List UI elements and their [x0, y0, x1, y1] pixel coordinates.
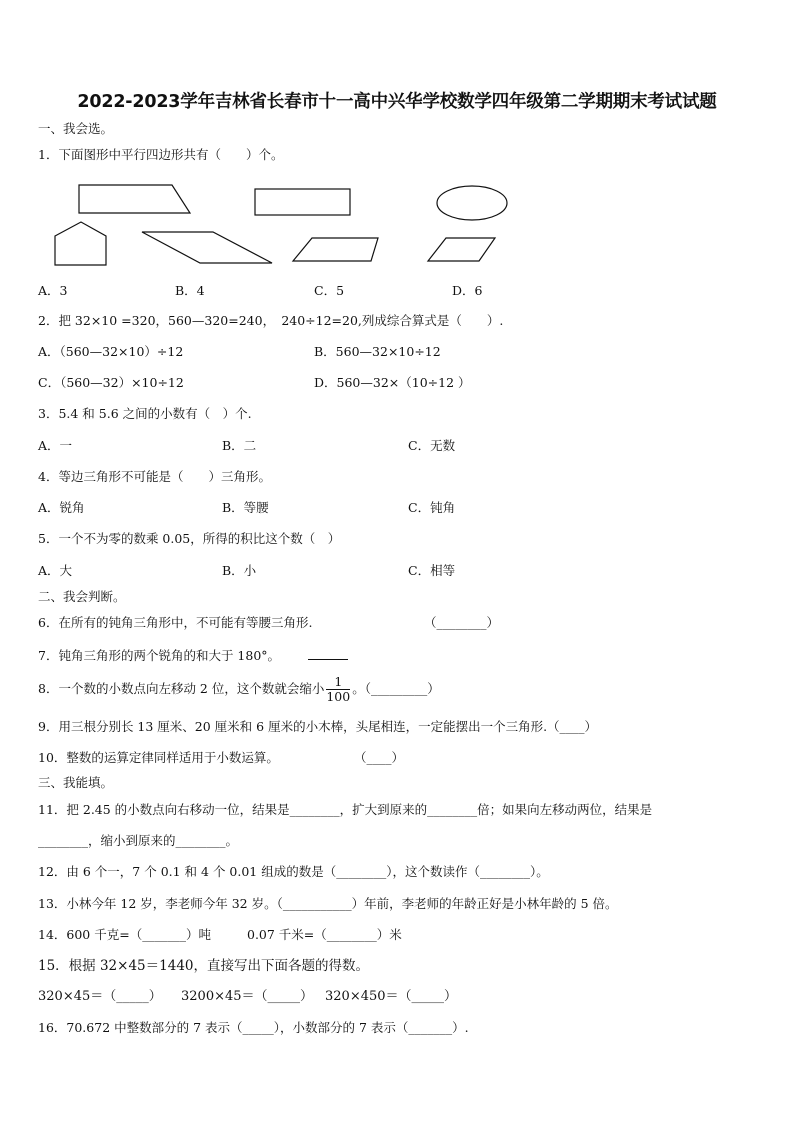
q1-shape-pentagon	[55, 222, 106, 265]
q8-text: 8．一个数的小数点向左移动 2 位，这个数就会缩小	[38, 681, 325, 696]
q8-fraction-numerator: 1	[326, 675, 350, 690]
q2-option-a: A．（560—32×10）÷12	[38, 344, 184, 359]
q4-option-a: A．锐角	[38, 500, 85, 515]
q1-shape-trapezoid	[79, 185, 190, 213]
q15-item-3: 320×450＝（_____）	[325, 989, 458, 1004]
q15-item-1: 320×45＝（_____）	[38, 989, 162, 1004]
q7-answer-blank[interactable]	[308, 647, 348, 660]
question-15: 15．根据 32×45＝1440，直接写出下面各题的得数。	[38, 958, 369, 974]
q3-option-c: C．无数	[408, 438, 456, 453]
question-12: 12．由 6 个一，7 个 0.1 和 4 个 0.01 组成的数是（________），这个数读作（________）。	[38, 864, 549, 879]
section-heading-2: 二、我会判断。	[38, 589, 126, 604]
q3-option-a: A．一	[38, 438, 73, 453]
q2-option-d: D．560—32×（10÷12 ）	[314, 375, 471, 390]
q10-answer-blank[interactable]: （____）	[354, 750, 405, 765]
q2-option-c: C．（560—32）×10÷12	[38, 375, 184, 390]
page-title: 2022-2023学年吉林省长春市十一高中兴华学校数学四年级第二学期期末考试试题	[77, 92, 717, 112]
question-5: 5．一个不为零的数乘 0.05，所得的积比这个数（ ）	[38, 531, 341, 546]
question-14b: 0.07 千米=（________）米	[247, 927, 402, 942]
question-7	[38, 647, 348, 664]
q1-shapes-figure	[0, 170, 794, 270]
q1-shape-parallelogram-2	[293, 238, 378, 261]
q1-option-b: B．4	[175, 283, 205, 298]
q1-shape-rectangle	[255, 189, 350, 215]
q8-fraction-denominator: 100	[326, 689, 351, 704]
q4-option-c: C．钝角	[408, 500, 456, 515]
q1-shape-parallelogram-1	[142, 232, 272, 263]
q8-fraction	[326, 675, 350, 704]
question-14a: 14．600 千克=（_______）吨	[38, 927, 211, 942]
q5-option-b: B．小	[222, 563, 257, 578]
question-10: 10．整数的运算定律同样适用于小数运算。	[38, 750, 279, 765]
q5-option-c: C．相等	[408, 563, 456, 578]
question-2: 2．把 32×10 =320，560—320=240， 240÷12=20,列成综合算式是（ ）.	[38, 313, 504, 328]
question-16: 16．70.672 中整数部分的 7 表示（_____），小数部分的 7 表示（_______）.	[38, 1020, 469, 1035]
question-9: 9．用三根分别长 13 厘米、20 厘米和 6 厘米的小木棒，头尾相连，一定能摆出一个三角形.（____）	[38, 719, 598, 734]
q1-option-a: A．3	[38, 283, 68, 298]
q2-option-b: B．560—32×10÷12	[314, 344, 441, 359]
question-11-line1: 11．把 2.45 的小数点向右移动一位，结果是________，扩大到原来的________倍；如果向左移动两位，结果是	[38, 802, 653, 817]
question-1: 1．下面图形中平行四边形共有（ ）个。	[38, 147, 284, 162]
q6-answer-blank[interactable]: （________）	[424, 615, 500, 630]
q1-shape-ellipse	[437, 186, 507, 220]
question-6: 6．在所有的钝角三角形中，不可能有等腰三角形.	[38, 615, 313, 630]
question-13: 13．小林今年 12 岁，李老师今年 32 岁。（___________）年前，李老师的年龄正好是小林年龄的 5 倍。	[38, 896, 618, 911]
q15-item-2: 3200×45＝（_____）	[181, 989, 314, 1004]
section-heading-1: 一、我会选。	[38, 121, 114, 136]
q7-text: 7．钝角三角形的两个锐角的和大于 180°。	[38, 648, 281, 663]
q1-option-c: C．5	[314, 283, 345, 298]
q3-option-b: B．二	[222, 438, 257, 453]
q5-option-a: A．大	[38, 563, 73, 578]
q8-answer-blank[interactable]: 。（_________）	[352, 681, 440, 696]
q1-shape-parallelogram-3	[428, 238, 495, 261]
question-11-line2: ________，缩小到原来的________。	[38, 833, 239, 848]
question-8	[38, 675, 440, 704]
question-3: 3．5.4 和 5.6 之间的小数有（ ）个.	[38, 406, 252, 421]
question-4: 4．等边三角形不可能是（ ）三角形。	[38, 469, 271, 484]
q1-option-d: D．6	[452, 283, 483, 298]
q4-option-b: B．等腰	[222, 500, 269, 515]
section-heading-3: 三、我能填。	[38, 775, 114, 790]
